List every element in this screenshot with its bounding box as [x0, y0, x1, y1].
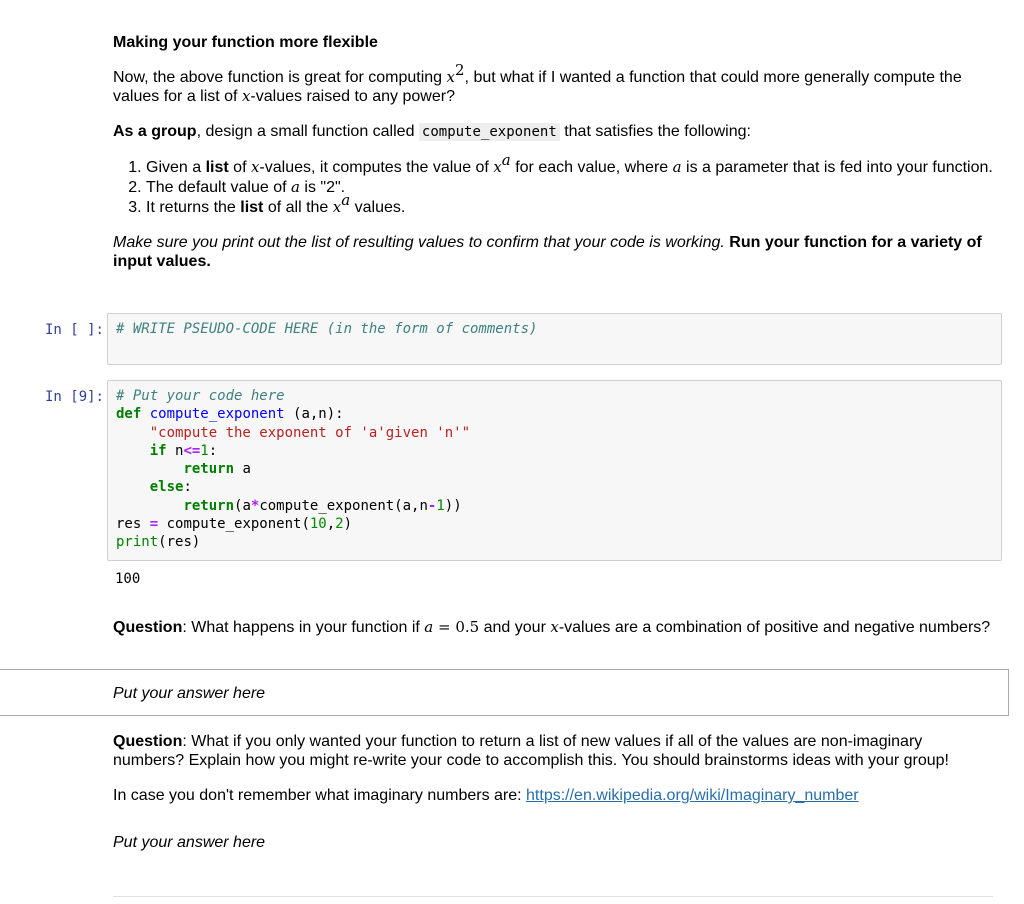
group-paragraph: As a group, design a small function called compute_exponent that satisfies the following:: [113, 123, 751, 140]
cell-prompt: In [9]:: [44, 389, 104, 405]
cell-output: 100: [115, 571, 141, 587]
answer-1[interactable]: Put your answer here: [113, 685, 266, 702]
imaginary-number-link[interactable]: https://en.wikipedia.org/wiki/Imaginary_number: [526, 787, 859, 804]
question-1: Question: What happens in your function if a = 0.5 and your x-values are a combination of positive and negative numbers?: [113, 618, 991, 636]
list-item: 3. It returns the list of all the $x^a$ values.: [146, 198, 993, 217]
list-item: 1. Given a list of x-values, it computes the value of $x^a$ for each value, where a is a parameter that is fed into your function.: [146, 158, 993, 177]
intro-paragraph: Now, the above function is great for computing $x^2$, but what if I wanted a function that could more generally compute the values for a list of x-values raised to any power?: [113, 61, 962, 105]
cell-divider: [113, 896, 993, 897]
markdown-cell-intro: [113, 33, 993, 271]
code-cell-function[interactable]: # Put your code here def compute_exponent (a,n): "compute the exponent of 'a'given 'n'" if n<=1: return a else: return(a*compute_exponent(a,n-1)) res = compute_exponent(10,2) print(res): [107, 380, 1002, 561]
question-2: Question: What if you only wanted your function to return a list of new values if all of the values are non-imaginary numbers? Explain how you might re-write your code to accomplish this. You should brainstorms ideas with your group! In case you don't remember what imaginary numbers are: https://en.wikipedia.org/wiki/Imaginary_number: [113, 733, 949, 804]
cell-prompt: In [ ]:: [44, 322, 104, 338]
list-item: 2. The default value of a is "2".: [146, 178, 993, 197]
function-name-code: compute_exponent: [419, 123, 560, 141]
code-cell-pseudocode[interactable]: # WRITE PSEUDO-CODE HERE (in the form of comments): [107, 313, 1002, 365]
make-sure-paragraph: Make sure you print out the list of resulting values to confirm that your code is working. Run your function for a variety of input values.: [113, 234, 982, 270]
section-title: Making your function more flexible: [113, 34, 378, 51]
requirements-list: [113, 151, 993, 217]
answer-2[interactable]: Put your answer here: [113, 834, 266, 851]
